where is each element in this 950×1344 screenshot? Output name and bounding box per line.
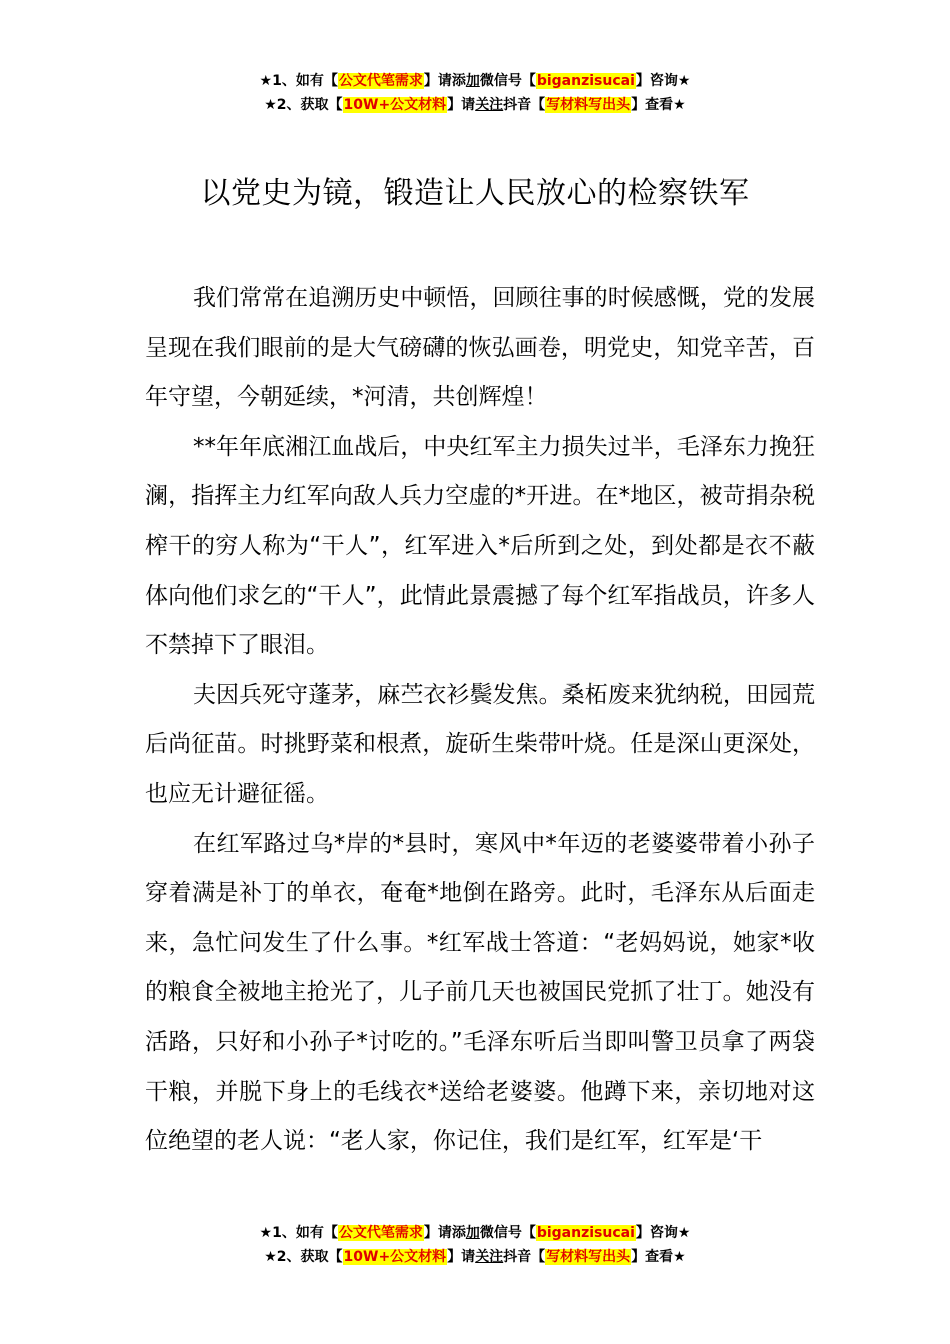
banner-line-1 [0,1221,950,1245]
banner-text: 微信号【 [479,1225,536,1241]
banner-text: 】请 [447,97,476,113]
banner-text: 抖音【 [503,97,546,113]
banner-line-2 [0,93,950,117]
highlight-service: 公文代笔需求 [338,1225,423,1241]
banner-underlined-text: 关注 [475,97,504,113]
banner-text: 】咨询★ [635,73,691,89]
banner-text: 】请添 [423,73,466,89]
document-title: 以党史为镜，锻造让人民放心的检察铁军 [200,176,750,211]
paragraph: **年年底湘江血战后，中央红军主力损失过半，毛泽东力挽狂澜，指挥主力红军向敌人兵力空虚的*开进。在*地区，被苛捐杂税榨干的穷人称为“干人”，红军进入*后所到之处，到处都是衣不蔽体向他们求乞的“干人”，此情此景震撼了每个红军指战员，许多人不禁掉下了眼泪。 [145,433,815,659]
highlight-wechat-id: biganzisucai [536,1225,635,1241]
banner-text: 】查看★ [631,1249,686,1265]
highlight-materials: 10W+公文材料 [343,97,447,113]
banner-text: 微信号【 [479,73,536,89]
banner-text: ★1、如有【 [259,73,338,89]
banner-text: 抖音【 [503,1249,546,1265]
highlight-wechat-id: biganzisucai [536,73,635,89]
banner-underlined-text: 加 [465,73,480,89]
banner-text: ★2、获取【 [264,1249,343,1265]
banner-text: 】咨询★ [635,1225,691,1241]
top-banner [0,69,950,117]
document-body [145,274,815,1167]
paragraph: 夫因兵死守蓬茅，麻苎衣衫鬓发焦。桑柘废来犹纳税，田园荒后尚征苗。时挑野菜和根煮，旋斫生柴带叶烧。任是深山更深处，也应无计避征徭。 [145,681,815,807]
banner-text: ★2、获取【 [264,97,343,113]
bottom-banner [0,1221,950,1269]
banner-underlined-text: 关注 [475,1249,504,1265]
paragraph: 我们常常在追溯历史中顿悟，回顾往事的时候感慨，党的发展呈现在我们眼前的是大气磅礴的恢弘画卷，明党史，知党辛苦，百年守望，今朝延续，*河清，共创辉煌！ [145,285,815,411]
banner-text: ★1、如有【 [259,1225,338,1241]
highlight-service: 公文代笔需求 [338,73,423,89]
highlight-materials: 10W+公文材料 [343,1249,447,1265]
banner-line-2 [0,1245,950,1269]
highlight-douyin-account: 写材料写出头 [546,1249,631,1265]
banner-line-1 [0,69,950,93]
banner-text: 】查看★ [631,97,686,113]
banner-text: 】请 [447,1249,476,1265]
banner-text: 】请添 [423,1225,466,1241]
banner-underlined-text: 加 [465,1225,480,1241]
highlight-douyin-account: 写材料写出头 [546,97,631,113]
paragraph: 在红军路过乌*岸的*县时，寒风中*年迈的老婆婆带着小孙子穿着满是补丁的单衣，奄奄*地倒在路旁。此时，毛泽东从后面走来，急忙问发生了什么事。*红军战士答道：“老妈妈说，她家*收的粮食全被地主抢光了，儿子前几天也被国民党抓了壮丁。她没有活路，只好和小孙子*讨吃的。”毛泽东听后当即叫警卫员拿了两袋干粮，并脱下身上的毛线衣*送给老婆婆。他蹲下来，亲切地对这位绝望的老人说：“老人家，你记住，我们是红军，红军是‘干 [145,830,815,1155]
